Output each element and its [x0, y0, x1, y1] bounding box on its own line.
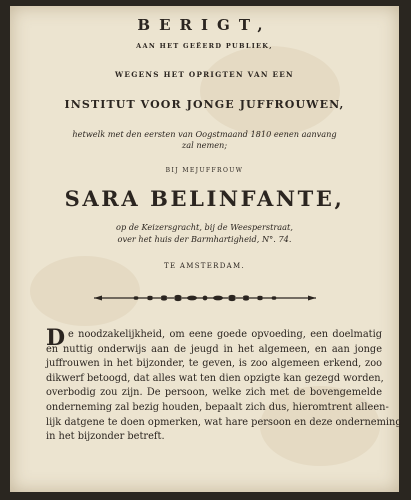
body-line: e noodzakelijkheid, om eene goede opvoeding, een doelmatig [68, 329, 382, 340]
city-line: TE AMSTERDAM. [163, 262, 246, 270]
opening-date-line: hetwelk met den eersten van Oogstmaand 1810 eenen aanvang [72, 129, 337, 139]
document-page [10, 6, 402, 492]
by-mistress-line: BIJ MEJUFFROUW [165, 167, 244, 174]
body-line: in het bijzonder betreft. [46, 431, 165, 443]
body-paragraph [46, 325, 402, 445]
institute-title: INSTITUT VOOR JONGE JUFFROUWEN, [64, 98, 345, 111]
body-line: dikwerf betoogd, dat alles wat ten dien opzigte kan gezegd worden, [46, 372, 384, 384]
subject-line: WEGENS HET OPRIGTEN VAN EEN [115, 70, 294, 79]
body-line: onderneming zal bezig houden, bepaalt zich dus, hieromtrent alleen- [46, 401, 389, 413]
address-line-public: AAN HET GEËERD PUBLIEK, [136, 42, 273, 50]
address-line-2: over het huis der Barmhartigheid, N°. 74. [117, 234, 292, 244]
founder-name: SARA BELINFANTE, [64, 186, 345, 211]
decorative-rule-ornament-icon [92, 291, 318, 305]
body-line: en nuttig onderwijs aan de jeugd in het algemeen, en aan jonge [46, 343, 382, 355]
document-heading: BERIGT, [137, 16, 272, 34]
body-line: overbodig zou zijn. De persoon, welke zich met de bovengemelde [46, 387, 382, 399]
body-line: juffrouwen in het bijzonder, te geven, is zoo algemeen erkend, zoo [46, 358, 382, 370]
address-line-1: op de Keizersgracht, bij de Weesperstraat, [116, 222, 293, 232]
body-line: lijk datgene te doen opmerken, wat hare persoon en deze onderneming [46, 416, 402, 428]
drop-cap: D [46, 325, 66, 351]
opening-date-line-end: zal nemen; [181, 140, 228, 150]
paper-stain [200, 46, 340, 136]
